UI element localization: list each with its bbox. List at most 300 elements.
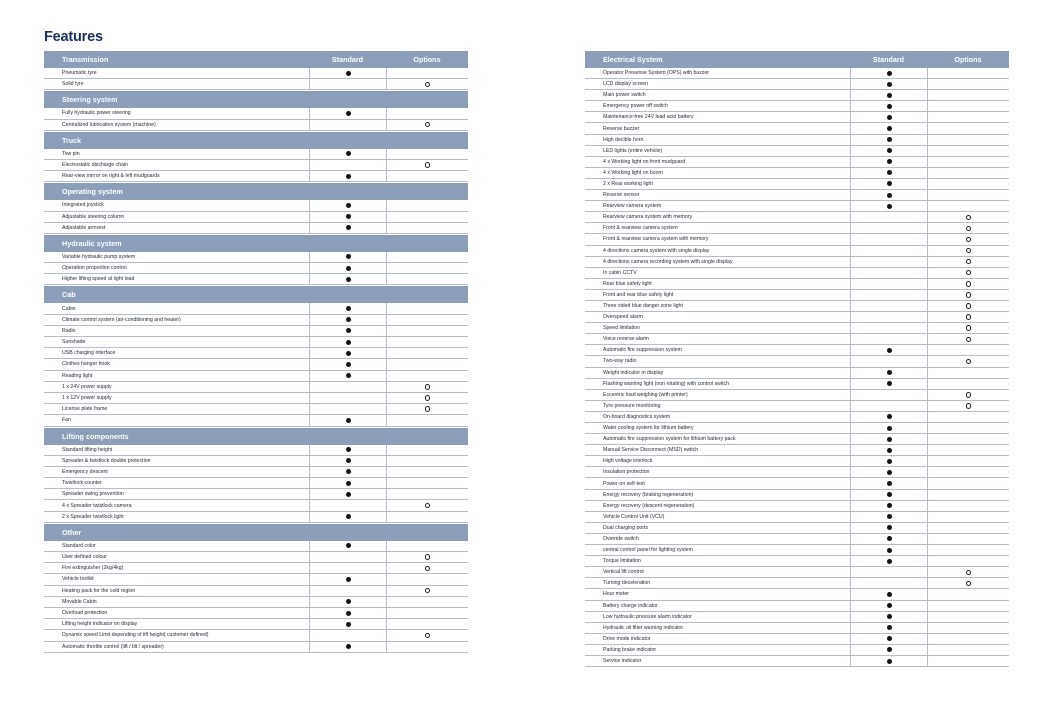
feature-label: Front & rearview camera system with memory [603,236,709,243]
standard-dot-icon [887,636,892,641]
right-feature-table [585,51,1009,667]
feature-label: Standard lifting height [62,446,113,453]
standard-dot-icon [346,622,351,627]
feature-label: Solid tyre [62,81,84,88]
table-row [585,112,1009,123]
option-circle-icon [966,292,972,298]
option-cell [927,556,1009,566]
option-cell [927,656,1009,666]
feature-label: LCD display screen [603,81,648,88]
feature-label: Rear-view mirror on right & left mudguards [62,173,160,180]
feature-label: Standard color [62,542,96,549]
option-cell [386,512,468,522]
option-cell [927,157,1009,167]
option-circle-icon [966,281,972,287]
option-circle-icon [966,237,972,243]
feature-label: Spreader swing prevention [62,491,124,498]
option-cell [927,456,1009,466]
standard-cell [850,423,927,433]
standard-dot-icon [887,536,892,541]
option-cell [386,274,468,284]
feature-label: Higher lifting speed at light load [62,276,135,283]
standard-cell [309,456,386,466]
feature-label: central control panel for lighting system [603,547,693,554]
standard-dot-icon [346,317,351,322]
option-circle-icon [966,270,972,276]
standard-dot-icon [346,71,351,76]
standard-cell [850,412,927,422]
section-header: Hydraulic system [44,235,468,252]
option-cell [927,135,1009,145]
standard-cell [309,597,386,607]
table-row [585,345,1009,356]
standard-cell [850,512,927,522]
feature-label: High voltage interlock [603,458,653,465]
standard-dot-icon [346,543,351,548]
standard-dot-icon [887,659,892,664]
option-cell [927,90,1009,100]
standard-cell [850,101,927,111]
option-cell [927,567,1009,577]
option-cell [927,467,1009,477]
table-row [585,490,1009,501]
standard-dot-icon [346,458,351,463]
section-header: Steering system [44,91,468,108]
option-circle-icon [966,259,972,265]
standard-cell [850,567,927,577]
option-cell [386,500,468,510]
table-row [44,445,468,456]
option-circle-icon [966,215,972,221]
table-row [585,601,1009,612]
table-row [585,645,1009,656]
option-cell [927,434,1009,444]
feature-label: Eccentric load weighing (with printer) [603,391,688,398]
standard-cell [309,252,386,262]
table-header [585,51,1009,68]
feature-label: Movable Cabin [62,598,97,605]
option-cell [386,120,468,130]
option-circle-icon [425,588,431,594]
option-cell [386,489,468,499]
feature-label: Vehicle toolkit [62,576,94,583]
standard-dot-icon [887,548,892,553]
standard-cell [850,589,927,599]
option-circle-icon [425,384,431,390]
feature-label: Lifting height indicator on display [62,621,138,628]
table-row [44,642,468,653]
standard-dot-icon [346,111,351,116]
feature-label: Radio [62,327,76,334]
standard-cell [309,326,386,336]
table-row [44,120,468,131]
feature-label: Operator Presense System (OPS) with buzzer [603,70,710,77]
standard-dot-icon [887,559,892,564]
feature-label: Electrostatic discharge chain [62,162,129,169]
standard-cell [309,552,386,562]
table-row [585,179,1009,190]
standard-cell [309,563,386,573]
option-cell [927,234,1009,244]
standard-cell [850,445,927,455]
option-cell [927,368,1009,378]
feature-label: Three sided blue danger zone light [603,303,683,310]
standard-cell [309,212,386,222]
standard-cell [309,445,386,455]
table-row [44,274,468,285]
option-cell [386,108,468,118]
standard-dot-icon [887,82,892,87]
standard-cell [850,112,927,122]
table-row [44,467,468,478]
standard-dot-icon [887,348,892,353]
feature-label: 1 x 12V power supply [62,395,112,402]
option-cell [927,68,1009,78]
table-row [44,552,468,563]
standard-dot-icon [346,611,351,616]
table-row [44,597,468,608]
table-row [585,246,1009,257]
standard-cell [850,601,927,611]
standard-cell [850,623,927,633]
option-cell [386,171,468,181]
table-row [44,563,468,574]
page-title: Features [44,29,103,45]
option-circle-icon [425,406,431,412]
standard-dot-icon [887,481,892,486]
option-cell [386,223,468,233]
table-row [585,101,1009,112]
standard-dot-icon [346,340,351,345]
option-circle-icon [966,570,972,576]
option-cell [386,149,468,159]
header-options: Options [954,55,982,64]
option-cell [386,586,468,596]
feature-label: Sunshade [62,339,86,346]
standard-dot-icon [346,644,351,649]
standard-cell [850,534,927,544]
standard-dot-icon [346,214,351,219]
standard-dot-icon [346,373,351,378]
table-row [585,212,1009,223]
table-row [44,108,468,119]
standard-dot-icon [346,447,351,452]
standard-cell [309,79,386,89]
feature-label: 2 x Spreader twistlock light [62,513,124,520]
option-cell [927,423,1009,433]
table-row [44,619,468,630]
feature-label: Low hydraulic pressure alarm indicator [603,613,692,620]
standard-cell [850,612,927,622]
option-circle-icon [966,581,972,587]
option-cell [386,326,468,336]
feature-label: Automatic throttle control (lift / tilt / spreader) [62,643,164,650]
option-cell [386,359,468,369]
feature-label: Adjustable armrest [62,224,106,231]
feature-label: Fully hydraulic power steering [62,110,131,117]
standard-cell [850,68,927,78]
feature-label: Variable hydraulic pump system [62,253,136,260]
table-row [585,501,1009,512]
table-row [44,326,468,337]
option-circle-icon [966,226,972,232]
table-row [585,523,1009,534]
option-cell [927,190,1009,200]
table-row [44,630,468,641]
option-cell [927,146,1009,156]
standard-dot-icon [887,126,892,131]
standard-cell [309,478,386,488]
feature-label: 4 directions camera recording system with single display [603,258,733,265]
feature-label: Tow pin [62,150,80,157]
option-cell [927,578,1009,588]
feature-label: Override switch [603,535,639,542]
option-cell [386,348,468,358]
option-cell [927,345,1009,355]
table-row [44,574,468,585]
option-circle-icon [425,566,431,572]
standard-dot-icon [887,514,892,519]
left-table-body [44,68,468,653]
option-circle-icon [425,503,431,509]
table-row [44,489,468,500]
feature-label: Fire extinguisher (2kg/4kg) [62,565,124,572]
option-cell [927,290,1009,300]
standard-cell [309,541,386,551]
feature-label: Emergency descent [62,468,108,475]
feature-label: Vehicle Control Unit (VCU) [603,513,665,520]
left-feature-table [44,51,468,653]
option-cell [927,401,1009,411]
feature-label: 1 x 24V power supply [62,383,112,390]
feature-label: License plate frame [62,406,108,413]
standard-cell [309,619,386,629]
standard-cell [850,434,927,444]
standard-dot-icon [887,448,892,453]
table-row [585,356,1009,367]
standard-cell [850,456,927,466]
standard-cell [850,123,927,133]
standard-cell [309,642,386,652]
standard-cell [309,586,386,596]
table-row [44,252,468,263]
feature-label: Battery charge indicator [603,602,658,609]
option-cell [927,623,1009,633]
table-row [585,445,1009,456]
option-cell [927,212,1009,222]
standard-dot-icon [346,418,351,423]
option-cell [386,382,468,392]
table-row [585,123,1009,134]
table-row [585,556,1009,567]
table-row [585,423,1009,434]
feature-label: Dual charging ports [603,524,648,531]
table-row [44,315,468,326]
standard-dot-icon [887,503,892,508]
header-section-title: Electrical System [603,55,663,64]
standard-cell [850,234,927,244]
standard-cell [309,200,386,210]
feature-label: User defined colour [62,554,107,561]
standard-cell [309,500,386,510]
option-cell [927,534,1009,544]
standard-dot-icon [346,362,351,367]
table-row [44,171,468,182]
table-row [585,201,1009,212]
standard-dot-icon [887,647,892,652]
standard-dot-icon [887,437,892,442]
option-cell [386,541,468,551]
option-cell [386,393,468,403]
standard-cell [850,390,927,400]
option-cell [386,574,468,584]
option-cell [927,101,1009,111]
option-cell [386,552,468,562]
feature-label: USB charging interface [62,350,116,357]
standard-cell [309,223,386,233]
feature-label: Weight indicator in display [603,369,664,376]
feature-label: Overload protection [62,610,108,617]
feature-label: Flashing warning light (non rotating) with control switch [603,380,729,387]
standard-dot-icon [346,254,351,259]
standard-cell [850,290,927,300]
standard-dot-icon [346,599,351,604]
table-row [44,348,468,359]
option-cell [386,456,468,466]
option-cell [927,301,1009,311]
standard-cell [309,303,386,313]
option-circle-icon [425,554,431,560]
feature-label: Reading light [62,372,93,379]
option-cell [927,490,1009,500]
feature-label: Overspeed alarm [603,314,643,321]
standard-cell [850,478,927,488]
feature-label: Energy recovery (braking regeneration) [603,491,694,498]
standard-dot-icon [887,170,892,175]
option-cell [927,201,1009,211]
standard-dot-icon [887,426,892,431]
feature-label: Reverse sensor [603,192,640,199]
table-row [585,79,1009,90]
table-row [44,382,468,393]
standard-cell [309,108,386,118]
table-row [585,567,1009,578]
option-circle-icon [966,325,972,331]
standard-dot-icon [346,351,351,356]
option-cell [927,634,1009,644]
table-row [585,234,1009,245]
table-row [585,157,1009,168]
standard-cell [850,634,927,644]
standard-cell [850,179,927,189]
standard-dot-icon [887,93,892,98]
standard-dot-icon [887,592,892,597]
standard-cell [850,578,927,588]
feature-label: Front and rear blue safety light [603,291,674,298]
feature-label: 4 x Working light on front mudguard [603,158,686,165]
feature-label: Vertical lift control [603,569,644,576]
table-row [44,478,468,489]
option-cell [386,404,468,414]
table-row [585,478,1009,489]
feature-label: In cabin CCTV [603,269,637,276]
table-row [585,534,1009,545]
standard-cell [309,608,386,618]
table-row [585,312,1009,323]
standard-cell [850,79,927,89]
option-cell [927,257,1009,267]
option-cell [927,390,1009,400]
option-cell [927,79,1009,89]
standard-cell [309,263,386,273]
feature-label: Water cooling system for lithium battery [603,425,694,432]
standard-cell [309,274,386,284]
option-cell [927,601,1009,611]
standard-cell [850,312,927,322]
option-circle-icon [966,314,972,320]
option-circle-icon [425,122,431,128]
standard-dot-icon [887,625,892,630]
feature-label: Rear blue safety light [603,280,652,287]
standard-cell [309,149,386,159]
standard-dot-icon [346,328,351,333]
standard-dot-icon [887,525,892,530]
table-row [585,223,1009,234]
table-header [44,51,468,68]
table-row [585,168,1009,179]
table-row [44,303,468,314]
table-row [585,545,1009,556]
table-row [44,223,468,234]
table-row [585,589,1009,600]
feature-label: Two-way radio [603,358,637,365]
standard-cell [850,90,927,100]
option-circle-icon [425,395,431,401]
header-standard: Standard [872,55,905,64]
table-row [44,512,468,523]
header-section-title: Transmission [62,55,109,64]
option-cell [386,597,468,607]
option-cell [927,445,1009,455]
feature-label: Climate control system (air-conditioning and heater) [62,316,181,323]
standard-cell [850,490,927,500]
feature-label: 4 x Working light on boom [603,169,663,176]
table-row [585,368,1009,379]
option-circle-icon [966,303,972,309]
option-cell [927,589,1009,599]
table-row [44,586,468,597]
standard-dot-icon [887,181,892,186]
standard-dot-icon [346,277,351,282]
table-row [44,79,468,90]
feature-label: Integrated joystick [62,202,104,209]
standard-cell [850,656,927,666]
standard-dot-icon [346,266,351,271]
feature-label: Manual Service Disconnect (MSD) switch [603,447,699,454]
standard-cell [850,501,927,511]
standard-cell [850,645,927,655]
standard-cell [850,223,927,233]
table-row [585,634,1009,645]
feature-label: Emergency power off switch [603,103,668,110]
feature-label: Torque limitation [603,558,641,565]
option-cell [386,160,468,170]
option-cell [927,356,1009,366]
table-row [585,612,1009,623]
standard-dot-icon [887,381,892,386]
option-cell [386,79,468,89]
feature-label: Operation proportion control [62,265,127,272]
